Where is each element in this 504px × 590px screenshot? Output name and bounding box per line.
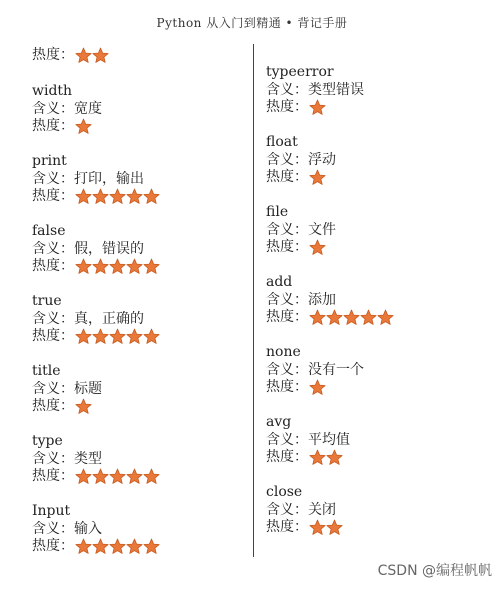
star-icon xyxy=(326,309,343,326)
star-icon xyxy=(309,99,326,116)
meaning-label: 含义： xyxy=(266,431,308,448)
star-rating xyxy=(309,309,394,326)
star-rating xyxy=(309,519,343,536)
heat-row xyxy=(32,468,160,486)
meaning-text: 输入 xyxy=(74,520,102,537)
heat-row xyxy=(32,538,160,556)
heat-label: 热度： xyxy=(32,538,74,554)
heat-row xyxy=(266,239,336,257)
star-icon xyxy=(143,538,160,555)
meaning-text: 关闭 xyxy=(308,501,336,518)
meaning-text: 类型错误 xyxy=(308,81,364,98)
star-icon xyxy=(143,188,160,205)
heat-row xyxy=(32,328,160,346)
vocab-word: typeerror xyxy=(266,64,334,80)
meaning-row xyxy=(32,241,160,259)
continued-rating xyxy=(32,47,109,65)
star-rating xyxy=(75,47,109,64)
heat-row xyxy=(32,258,160,276)
star-icon xyxy=(109,328,126,345)
vocab-entry xyxy=(32,433,160,486)
star-icon xyxy=(326,519,343,536)
vocab-word: print xyxy=(32,153,67,169)
meaning-label: 含义： xyxy=(32,450,74,467)
vocab-word: add xyxy=(266,274,293,290)
heat-label: 热度： xyxy=(266,379,308,395)
star-icon xyxy=(75,328,92,345)
meaning-row xyxy=(266,502,343,520)
vocab-word: none xyxy=(266,344,301,360)
vocab-entry xyxy=(32,293,160,346)
vocab-entry xyxy=(266,344,364,397)
meaning-label: 含义： xyxy=(32,380,74,397)
star-rating xyxy=(309,449,343,466)
meaning-label: 含义： xyxy=(32,100,74,117)
star-icon xyxy=(126,468,143,485)
heat-label: 热度： xyxy=(266,309,308,325)
meaning-row xyxy=(266,362,364,380)
heat-row xyxy=(266,449,350,467)
heat-label: 热度： xyxy=(266,99,308,115)
vocab-entry xyxy=(266,64,364,117)
star-icon xyxy=(126,328,143,345)
vocab-word: title xyxy=(32,363,61,379)
vocab-word: false xyxy=(32,223,66,239)
heat-label: 热度： xyxy=(32,398,74,414)
meaning-text: 类型 xyxy=(74,450,102,467)
star-icon xyxy=(109,538,126,555)
meaning-text: 标题 xyxy=(74,380,102,397)
meaning-row xyxy=(266,222,336,240)
column-divider xyxy=(253,44,254,557)
star-icon xyxy=(92,188,109,205)
vocab-word: close xyxy=(266,484,303,500)
heat-row xyxy=(266,379,364,397)
meaning-label: 含义： xyxy=(32,310,74,327)
heat-label: 热度： xyxy=(32,328,74,344)
heat-label: 热度： xyxy=(32,118,74,134)
star-icon xyxy=(109,468,126,485)
watermark: CSDN @编程帆帆 xyxy=(377,563,492,579)
star-icon xyxy=(343,309,360,326)
star-icon xyxy=(309,379,326,396)
star-icon xyxy=(126,258,143,275)
star-icon xyxy=(92,538,109,555)
star-rating xyxy=(75,398,92,415)
vocab-word: Input xyxy=(32,503,71,519)
meaning-row xyxy=(32,381,102,399)
vocab-word: avg xyxy=(266,414,292,430)
meaning-row xyxy=(266,292,394,310)
meaning-row xyxy=(32,521,160,539)
heat-row xyxy=(32,118,102,136)
vocab-entry xyxy=(266,204,336,257)
meaning-label: 含义： xyxy=(266,81,308,98)
star-icon xyxy=(126,188,143,205)
meaning-label: 含义： xyxy=(266,151,308,168)
star-icon xyxy=(109,188,126,205)
meaning-label: 含义： xyxy=(32,240,74,257)
star-rating xyxy=(309,169,326,186)
star-icon xyxy=(309,309,326,326)
star-icon xyxy=(92,328,109,345)
star-icon xyxy=(92,468,109,485)
meaning-text: 打印，输出 xyxy=(74,170,144,187)
star-icon xyxy=(309,449,326,466)
meaning-row xyxy=(266,432,350,450)
vocab-word: file xyxy=(266,204,289,220)
star-icon xyxy=(143,258,160,275)
star-icon xyxy=(75,258,92,275)
heat-label: 热度： xyxy=(32,258,74,274)
heat-row xyxy=(266,169,336,187)
vocab-word: type xyxy=(32,433,63,449)
meaning-text: 假，错误的 xyxy=(74,240,144,257)
meaning-text: 平均值 xyxy=(308,431,350,448)
star-icon xyxy=(109,258,126,275)
star-rating xyxy=(309,239,326,256)
vocab-entry xyxy=(266,274,394,327)
vocab-entry xyxy=(266,414,350,467)
heat-row xyxy=(266,99,364,117)
meaning-label: 含义： xyxy=(32,170,74,187)
heat-label: 热度： xyxy=(266,519,308,535)
star-icon xyxy=(92,258,109,275)
heat-row xyxy=(32,398,102,416)
star-icon xyxy=(143,328,160,345)
vocab-entry xyxy=(266,134,336,187)
meaning-label: 含义： xyxy=(266,291,308,308)
star-rating xyxy=(309,379,326,396)
meaning-row xyxy=(32,451,160,469)
meaning-row xyxy=(266,82,364,100)
vocab-entry xyxy=(32,83,102,136)
meaning-label: 含义： xyxy=(266,501,308,518)
star-rating xyxy=(75,118,92,135)
vocab-word: width xyxy=(32,83,73,99)
vocab-entry xyxy=(32,363,102,416)
star-icon xyxy=(143,468,160,485)
heat-label: 热度： xyxy=(266,169,308,185)
vocab-entry xyxy=(32,223,160,276)
star-rating xyxy=(309,99,326,116)
meaning-text: 宽度 xyxy=(74,100,102,117)
meaning-text: 添加 xyxy=(308,291,336,308)
star-icon xyxy=(360,309,377,326)
star-rating xyxy=(75,538,160,555)
heat-row xyxy=(32,47,109,65)
vocab-entry xyxy=(266,484,343,537)
vocab-word: true xyxy=(32,293,62,309)
meaning-row xyxy=(32,311,160,329)
meaning-row xyxy=(266,152,336,170)
star-icon xyxy=(75,47,92,64)
star-icon xyxy=(75,118,92,135)
star-icon xyxy=(126,538,143,555)
meaning-row xyxy=(32,171,160,189)
star-icon xyxy=(326,449,343,466)
heat-row xyxy=(266,519,343,537)
heat-label: 热度： xyxy=(266,449,308,465)
star-rating xyxy=(75,468,160,485)
star-icon xyxy=(75,398,92,415)
vocab-entry xyxy=(32,503,160,556)
heat-label: 热度： xyxy=(266,239,308,255)
star-rating xyxy=(75,188,160,205)
meaning-text: 没有一个 xyxy=(308,361,364,378)
heat-row xyxy=(266,309,394,327)
heat-label: 热度： xyxy=(32,468,74,484)
vocab-word: float xyxy=(266,134,298,150)
star-icon xyxy=(75,538,92,555)
star-icon xyxy=(75,468,92,485)
heat-label: 热度： xyxy=(32,47,74,63)
meaning-label: 含义： xyxy=(32,520,74,537)
meaning-text: 浮动 xyxy=(308,151,336,168)
star-rating xyxy=(75,328,160,345)
heat-row xyxy=(32,188,160,206)
star-icon xyxy=(309,239,326,256)
star-icon xyxy=(75,188,92,205)
meaning-text: 文件 xyxy=(308,221,336,238)
star-icon xyxy=(92,47,109,64)
star-icon xyxy=(309,169,326,186)
vocab-entry xyxy=(32,153,160,206)
heat-label: 热度： xyxy=(32,188,74,204)
page-header: Python 从入门到精通 • 背记手册 xyxy=(156,16,348,30)
star-icon xyxy=(377,309,394,326)
meaning-label: 含义： xyxy=(266,221,308,238)
meaning-row xyxy=(32,101,102,119)
meaning-text: 真，正确的 xyxy=(74,310,144,327)
meaning-label: 含义： xyxy=(266,361,308,378)
star-icon xyxy=(309,519,326,536)
star-rating xyxy=(75,258,160,275)
